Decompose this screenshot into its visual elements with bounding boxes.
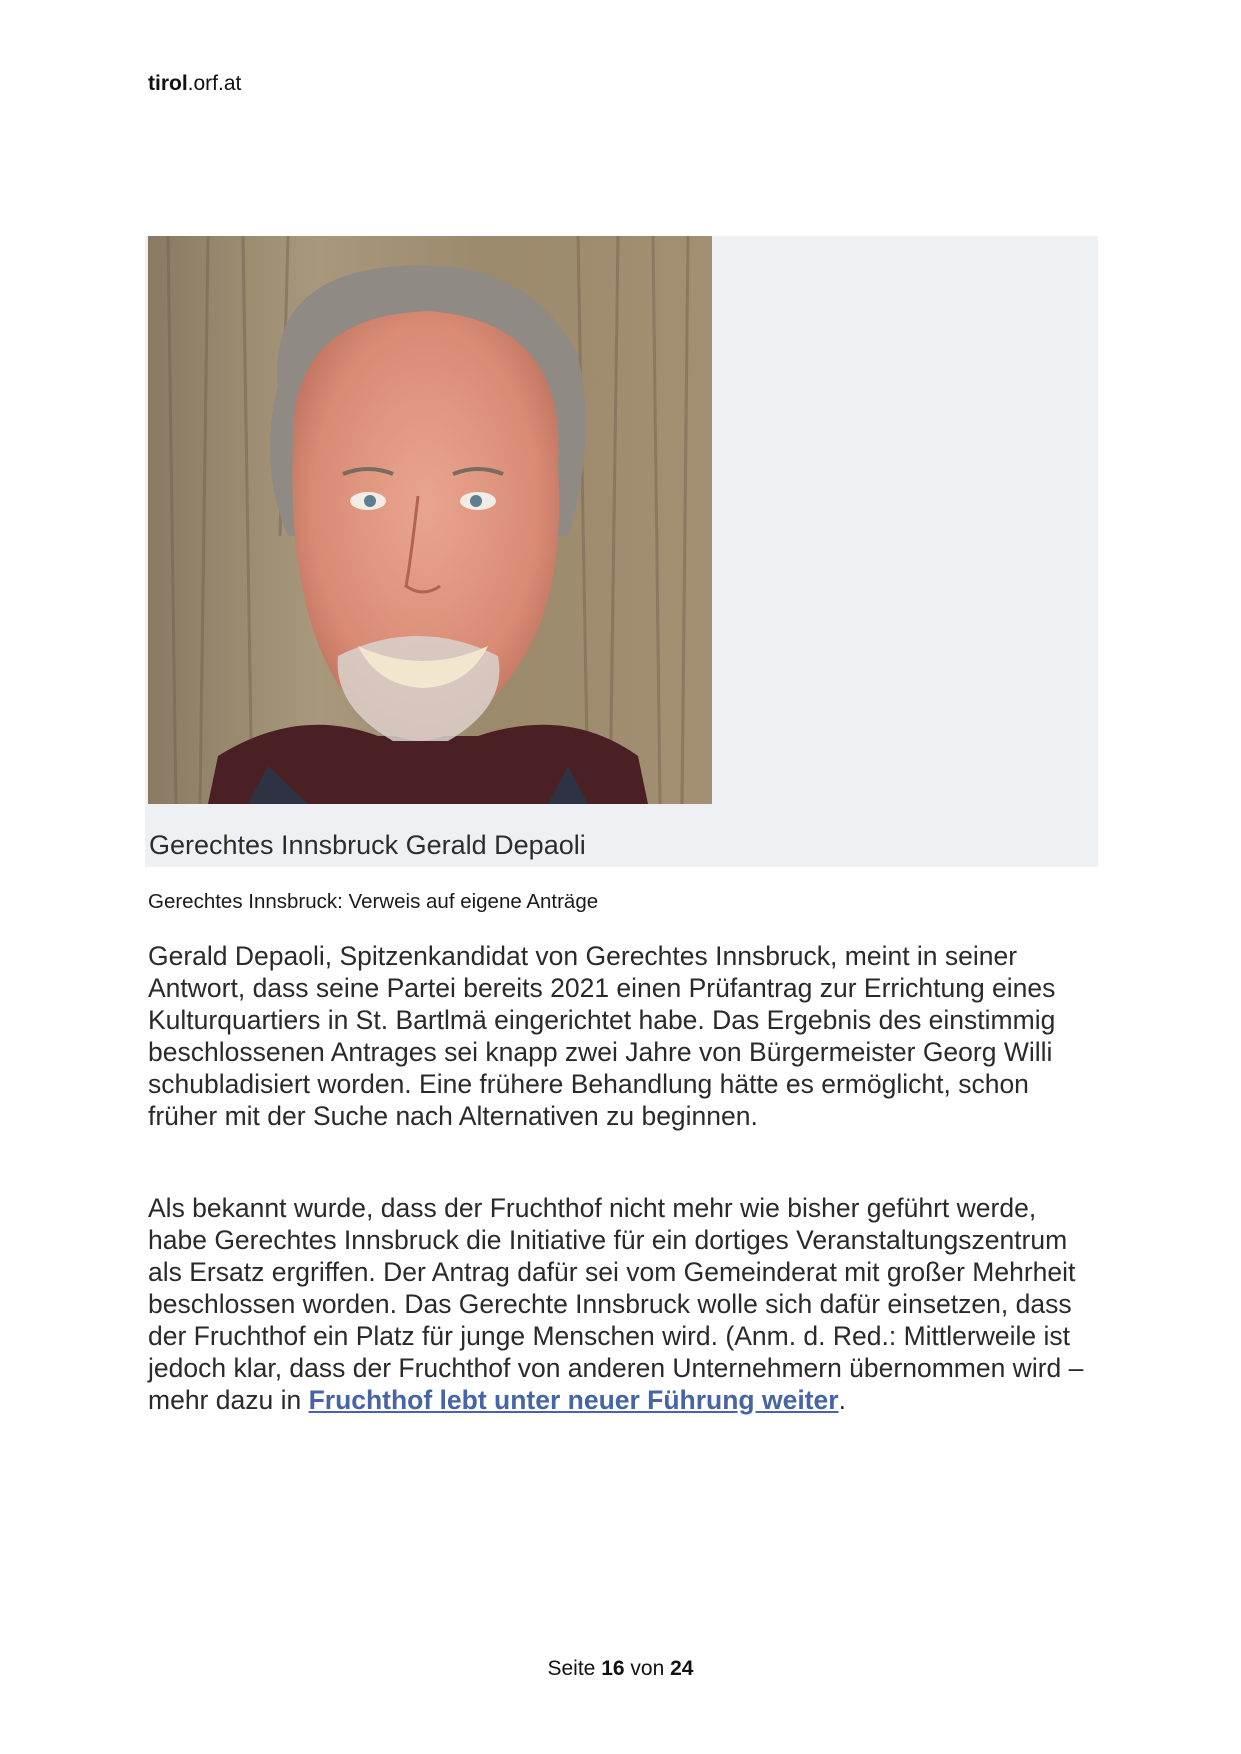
page-word: Seite [547,1657,596,1680]
page-footer [0,1657,1241,1681]
page-total-number: 24 [670,1657,694,1680]
site-name [148,72,241,96]
of-word: von [630,1657,665,1680]
site-name-bold: tirol [148,72,188,95]
article-paragraph-1: Gerald Depaoli, Spitzenkandidat von Gerechtes Innsbruck, meint in seiner Antwort, dass seine Partei bereits 2021 einen Prüfantrag zur Errichtung eines Kulturquartiers in St. Bartlmä eingerichtet habe. Das Ergebnis des einstimmig beschlossenen Antrages sei knapp zwei Jahre von Bürgermeister Georg Willi schubladisiert worden. Eine frühere Behandlung hätte es ermöglicht, schon früher mit der Suche nach Alternativen zu beginnen. [148,941,1056,1131]
page-current-number: 16 [601,1657,625,1680]
paragraph-2-end: . [838,1385,846,1415]
portrait-photo [148,236,712,804]
fruchthof-article-link[interactable]: Fruchthof lebt unter neuer Führung weiter [308,1385,839,1415]
article-paragraph-2 [148,1192,1098,1416]
image-caption: Gerechtes Innsbruck Gerald Depaoli [149,830,586,860]
paragraph-2-text: Als bekannt wurde, dass der Fruchthof nicht mehr wie bisher geführt werde, habe Gerechtes Innsbruck die Initiative für ein dortiges Veranstaltungszentrum als Ersatz ergriffen. Der Antrag dafür sei vom Gemeinderat mit großer Mehrheit beschlossen worden. Das Gerechte Innsbruck wolle sich dafür einsetzen, dass der Fruchthof ein Platz für junge Menschen wird. (Anm. d. Red.: Mittlerweile ist jedoch klar, dass der Fruchthof von anderen Unternehmern übernommen wird – mehr dazu in [148,1193,1084,1415]
section-subcaption: Gerechtes Innsbruck: Verweis auf eigene Anträge [148,890,599,913]
site-name-domain: .orf.at [187,72,242,95]
article-figure [145,236,1098,867]
